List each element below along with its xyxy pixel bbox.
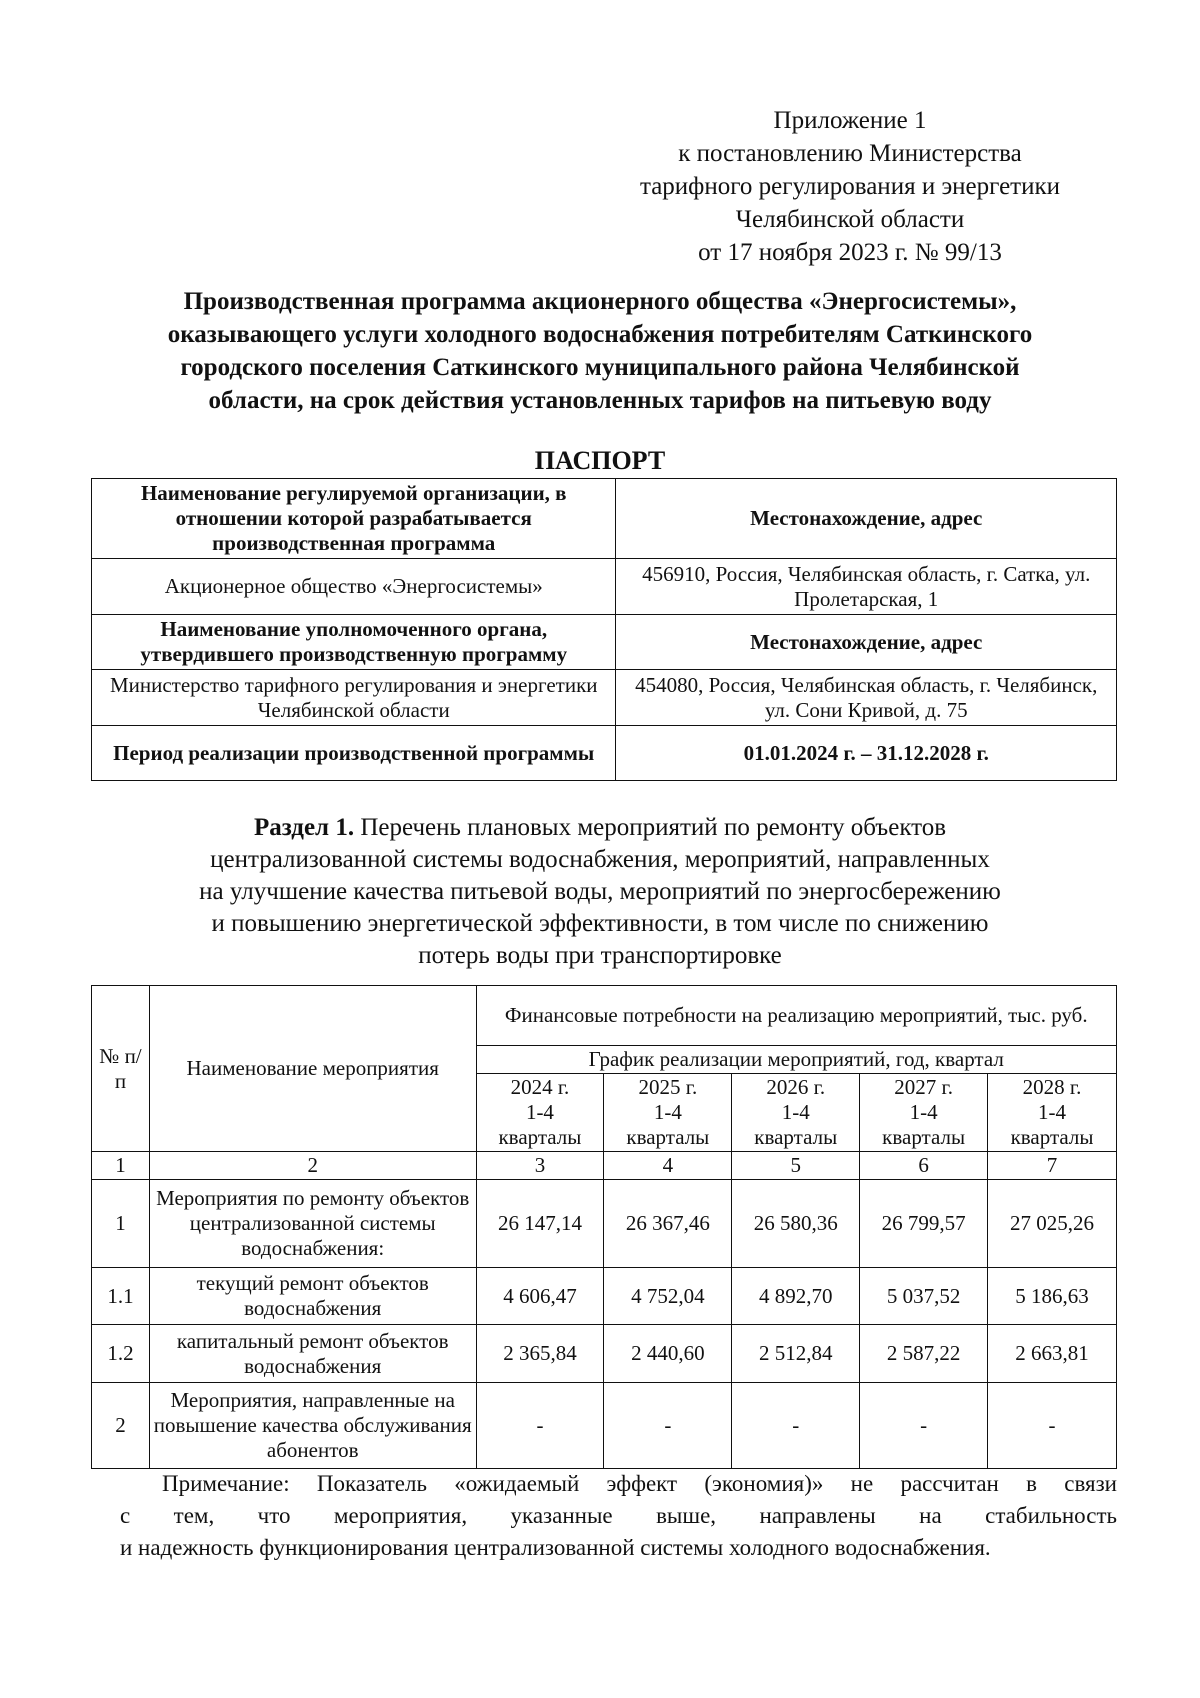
section-title-line: централизованной системы водоснабжения, мероприятий, направленных	[210, 846, 990, 873]
row-value: 5 186,63	[988, 1268, 1117, 1325]
appendix-line: Приложение 1	[773, 107, 927, 134]
row-value: -	[860, 1383, 988, 1469]
table-row	[92, 1180, 1117, 1268]
section-title-line	[100, 812, 1100, 844]
table-row	[92, 479, 1117, 559]
column-number: 2	[149, 1152, 476, 1180]
section-title-line: потерь воды при транспортировке	[418, 942, 782, 969]
table-header-row	[92, 986, 1117, 1046]
row-value: 2 440,60	[604, 1325, 732, 1383]
row-num: 1	[92, 1180, 150, 1268]
row-value: -	[988, 1383, 1117, 1469]
row-value: 26 147,14	[476, 1180, 604, 1268]
column-number: 5	[732, 1152, 860, 1180]
col-num-header: № п/п	[92, 986, 150, 1152]
title-line: оказывающего услуги холодного водоснабжения потребителям Саткинского	[167, 321, 1033, 348]
title-line: городского поселения Саткинского муниципального района Челябинской	[180, 354, 1020, 381]
period-value: 01.01.2024 г. – 31.12.2028 г.	[616, 726, 1117, 781]
table-row	[92, 726, 1117, 781]
row-value: 4 606,47	[476, 1268, 604, 1325]
row-value: 2 587,22	[860, 1325, 988, 1383]
authority-address-header: Местонахождение, адрес	[616, 615, 1117, 670]
row-name: Мероприятия по ремонту объектов централизованной системы водоснабжения:	[149, 1180, 476, 1268]
section-title-text: Перечень плановых мероприятий по ремонту объектов	[354, 814, 947, 841]
org-header: Наименование регулируемой организации, в отношении которой разрабатывается производственная программа	[92, 479, 616, 559]
column-number: 1	[92, 1152, 150, 1180]
table-row	[92, 1325, 1117, 1383]
row-name: текущий ремонт объектов водоснабжения	[149, 1268, 476, 1325]
year-header: 2024 г. 1-4 кварталы	[476, 1074, 604, 1152]
appendix-reference	[600, 104, 1100, 269]
note-paragraph	[120, 1468, 1117, 1564]
row-value: 4 752,04	[604, 1268, 732, 1325]
section-title-line: на улучшение качества питьевой воды, мероприятий по энергосбережению	[199, 878, 1001, 905]
table-row	[92, 615, 1117, 670]
title-line: области, на срок действия установленных тарифов на питьевую воду	[208, 387, 992, 414]
row-value: 26 580,36	[732, 1180, 860, 1268]
row-value: 2 365,84	[476, 1325, 604, 1383]
appendix-line: тарифного регулирования и энергетики	[639, 173, 1061, 200]
column-number: 3	[476, 1152, 604, 1180]
authority-name: Министерство тарифного регулирования и энергетики Челябинской области	[92, 670, 616, 726]
row-value: -	[732, 1383, 860, 1469]
title-line: Производственная программа акционерного общества «Энергосистемы»,	[183, 288, 1017, 315]
schedule-header: График реализации мероприятий, год, квартал	[476, 1046, 1117, 1074]
row-value: 2 512,84	[732, 1325, 860, 1383]
row-value: 27 025,26	[988, 1180, 1117, 1268]
year-header: 2028 г. 1-4 кварталы	[988, 1074, 1117, 1152]
row-value: -	[604, 1383, 732, 1469]
column-number: 7	[988, 1152, 1117, 1180]
column-number-row	[92, 1152, 1117, 1180]
row-name: капитальный ремонт объектов водоснабжения	[149, 1325, 476, 1383]
row-num: 1.2	[92, 1325, 150, 1383]
row-value: -	[476, 1383, 604, 1469]
row-value: 2 663,81	[988, 1325, 1117, 1383]
row-name: Мероприятия, направленные на повышение качества обслуживания абонентов	[149, 1383, 476, 1469]
period-header: Период реализации производственной программы	[92, 726, 616, 781]
row-num: 1.1	[92, 1268, 150, 1325]
row-value: 26 367,46	[604, 1180, 732, 1268]
section-1-title	[100, 812, 1100, 972]
col-name-header: Наименование мероприятия	[149, 986, 476, 1152]
section-title-line: и повышению энергетической эффективности, в том числе по снижению	[211, 910, 989, 937]
table-row	[92, 670, 1117, 726]
year-header: 2026 г. 1-4 кварталы	[732, 1074, 860, 1152]
plan-table	[91, 985, 1117, 1469]
row-value: 4 892,70	[732, 1268, 860, 1325]
table-row	[92, 1383, 1117, 1469]
appendix-line: от 17 ноября 2023 г. № 99/13	[698, 239, 1002, 266]
org-name: Акционерное общество «Энергосистемы»	[92, 559, 616, 615]
column-number: 6	[860, 1152, 988, 1180]
note-line: и надежность функционирования централизованной системы холодного водоснабжения.	[120, 1535, 991, 1560]
row-num: 2	[92, 1383, 150, 1469]
table-row	[92, 1268, 1117, 1325]
appendix-line: к постановлению Министерства	[678, 140, 1022, 167]
finance-header: Финансовые потребности на реализацию мероприятий, тыс. руб.	[476, 986, 1117, 1046]
year-header: 2027 г. 1-4 кварталы	[860, 1074, 988, 1152]
row-value: 26 799,57	[860, 1180, 988, 1268]
passport-heading: ПАСПОРТ	[534, 446, 666, 475]
authority-address: 454080, Россия, Челябинская область, г. Челябинск, ул. Сони Кривой, д. 75	[616, 670, 1117, 726]
year-header: 2025 г. 1-4 кварталы	[604, 1074, 732, 1152]
column-number: 4	[604, 1152, 732, 1180]
passport-table	[91, 478, 1117, 781]
row-value: 5 037,52	[860, 1268, 988, 1325]
appendix-line: Челябинской области	[735, 206, 965, 233]
note-line: с тем, что мероприятия, указанные выше, направлены на стабильность	[120, 1503, 1117, 1528]
section-label: Раздел 1.	[253, 814, 355, 841]
address-header: Местонахождение, адрес	[616, 479, 1117, 559]
document-title	[100, 285, 1100, 417]
table-row	[92, 559, 1117, 615]
authority-header: Наименование уполномоченного органа, утвердившего производственную программу	[92, 615, 616, 670]
note-line: Примечание: Показатель «ожидаемый эффект (экономия)» не рассчитан в связи	[162, 1471, 1117, 1496]
org-address: 456910, Россия, Челябинская область, г. Сатка, ул. Пролетарская, 1	[616, 559, 1117, 615]
